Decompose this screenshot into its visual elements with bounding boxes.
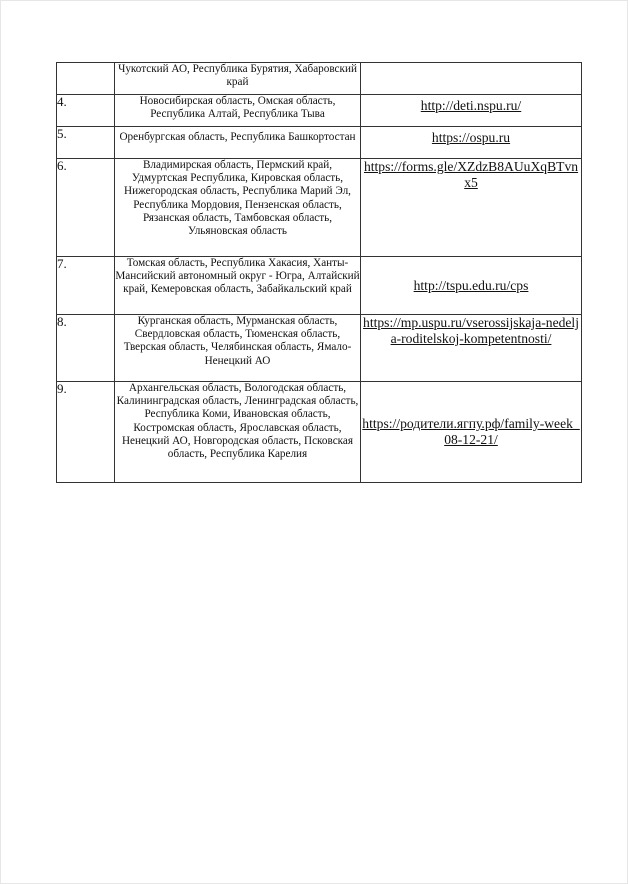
regions-cell: Чукотский АО, Республика Бурятия, Хабаровский край bbox=[115, 63, 361, 95]
table-row bbox=[57, 315, 582, 382]
row-number: 5. bbox=[57, 127, 115, 159]
table-row bbox=[57, 382, 582, 483]
link-cell bbox=[361, 63, 582, 95]
link-cell bbox=[361, 95, 582, 127]
regions-cell: Новосибирская область, Омская область, Республика Алтай, Республика Тыва bbox=[115, 95, 361, 127]
table-row bbox=[57, 95, 582, 127]
site-link[interactable]: https://forms.gle/XZdzB8AUuXqBTvnx5 bbox=[363, 159, 579, 190]
site-link[interactable]: http://deti.nspu.ru/ bbox=[420, 98, 522, 113]
regions-table bbox=[56, 62, 582, 483]
row-number: 9. bbox=[57, 382, 115, 483]
table-row bbox=[57, 63, 582, 95]
regions-cell: Оренбургская область, Республика Башкортостан bbox=[115, 127, 361, 159]
link-cell bbox=[361, 257, 582, 315]
link-cell bbox=[361, 159, 582, 257]
regions-cell: Томская область, Республика Хакасия, Ханты-Мансийский автономный округ - Югра, Алтайский край, Кемеровская область, Забайкальский край bbox=[115, 257, 361, 315]
row-number: 6. bbox=[57, 159, 115, 257]
site-link[interactable]: http://tspu.edu.ru/cps bbox=[413, 277, 529, 293]
link-cell bbox=[361, 127, 582, 159]
row-number: 4. bbox=[57, 95, 115, 127]
table-row bbox=[57, 257, 582, 315]
table-row bbox=[57, 127, 582, 159]
regions-cell: Архангельская область, Вологодская область, Калининградская область, Ленинградская область, Республика Коми, Ивановская область, Костромская область, Ярославская область, Ненецкий АО, Новгородская область, Псковская область, Республика Карелия bbox=[115, 382, 361, 483]
regions-cell: Курганская область, Мурманская область, Свердловская область, Тюменская область, Тверская область, Челябинская область, Ямало-Ненецкий АО bbox=[115, 315, 361, 382]
table-row bbox=[57, 159, 582, 257]
row-number: 7. bbox=[57, 257, 115, 315]
site-link[interactable]: https://ospu.ru bbox=[431, 130, 511, 145]
site-link[interactable]: https://родители.ягпу.рф/family-week_08-12-21/ bbox=[362, 416, 580, 447]
row-number: 8. bbox=[57, 315, 115, 382]
link-cell bbox=[361, 382, 582, 483]
regions-cell: Владимирская область, Пермский край, Удмуртская Республика, Кировская область, Нижегородская область, Республика Марий Эл, Республика Мордовия, Пензенская область, Рязанская область, Тамбовская область, Ульяновская область bbox=[115, 159, 361, 257]
link-cell bbox=[361, 315, 582, 382]
site-link[interactable]: https://mp.uspu.ru/vserossijskaja-nedelja-roditelskoj-kompetentnosti/ bbox=[363, 315, 579, 346]
row-number bbox=[57, 63, 115, 95]
